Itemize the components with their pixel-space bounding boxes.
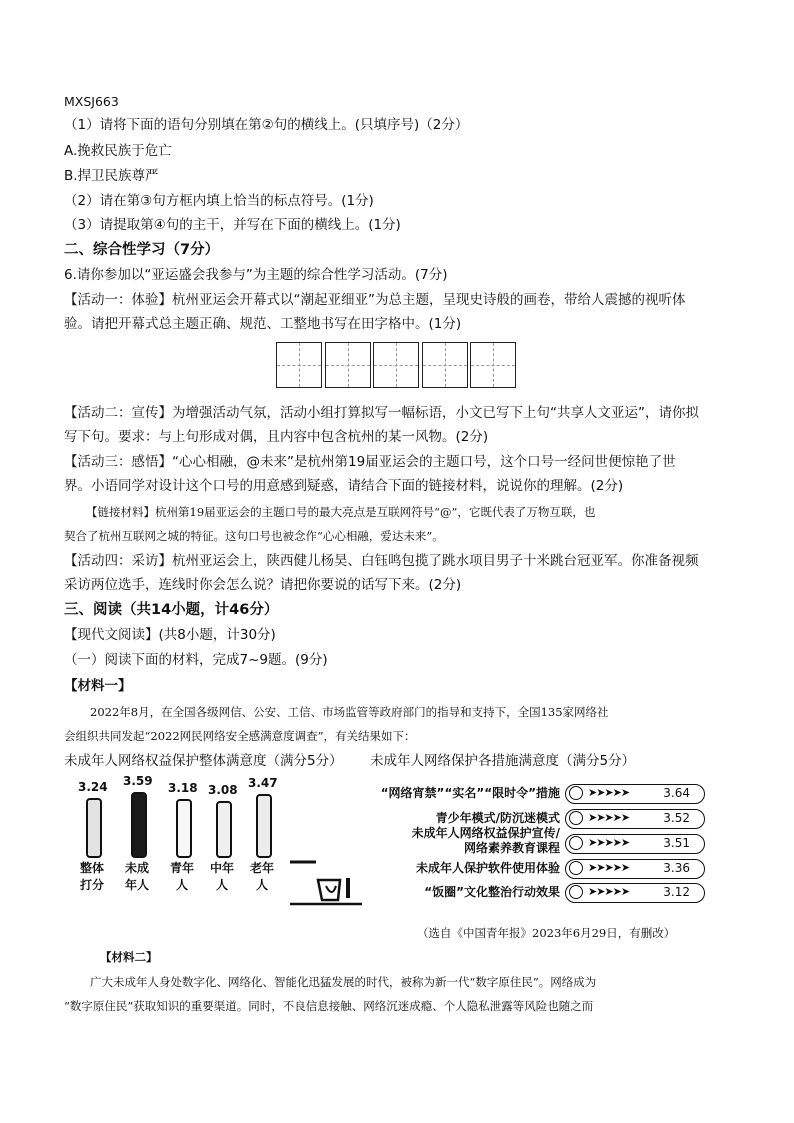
measure-value-label: 3.52 <box>663 811 690 825</box>
tianzige-cell[interactable] <box>422 342 468 388</box>
material-2-line-2: “数字原住民”获取知识的重要渠道。同时，不良信息接触、网络沉迷成瘾、个人隐私泄露等风险也随之而 <box>64 999 594 1013</box>
smiley-icon <box>569 861 583 875</box>
measure-value-label: 3.12 <box>663 885 690 899</box>
doc-code: MXSJ663 <box>64 94 119 109</box>
bar-4 <box>256 794 272 858</box>
measure-label <box>416 861 560 876</box>
illustration-icon <box>288 856 366 908</box>
bar-category-label-line: 整体 <box>79 861 104 875</box>
measure-value-label: 3.36 <box>663 861 690 875</box>
smiley-icon <box>569 811 583 825</box>
question-3: （3）请提取第④句的主干，并写在下面的横线上。(1分) <box>64 217 401 233</box>
smiley-icon <box>569 885 583 899</box>
smiley-icon <box>569 786 583 800</box>
arrows-icon: ➤➤➤➤➤ <box>588 786 630 799</box>
source-citation: （选自《中国青年报》2023年6月29日，有删改） <box>417 926 676 940</box>
tianzige-cell[interactable] <box>373 342 419 388</box>
measure-label-line: “饭圈”文化整治行动效果 <box>424 885 560 899</box>
measure-label-line: 未成年人网络权益保护宣传/ <box>411 826 560 840</box>
material-1-label: 【材料一】 <box>64 678 132 694</box>
activity-1-line-1: 【活动一：体验】杭州亚运会开幕式以“潮起亚细亚”为总主题，呈现史诗般的画卷，带给人震撼的视听体 <box>64 292 686 308</box>
smiley-icon <box>569 836 583 850</box>
bar-category-label-line: 人 <box>215 878 228 892</box>
link-material-line-1: 【链接材料】杭州第19届亚运会的主题口号的最大亮点是互联网符号“@”，它既代表了万物互联，也 <box>86 505 596 519</box>
measure-label-line: 青少年模式/防沉迷模式 <box>435 811 560 825</box>
modern-reading-heading: 【现代文阅读】(共8小题，计30分) <box>64 627 276 643</box>
activity-3-line-2: 界。小语同学对设计这个口号的用意感到疑惑，请结合下面的链接材料，说说你的理解。(2分) <box>64 478 624 494</box>
question-2: （2）请在第③句方框内填上恰当的标点符号。(1分) <box>64 193 374 209</box>
measure-label <box>436 811 560 826</box>
option-a: A.挽救民族于危亡 <box>64 143 172 159</box>
activity-2-line-1: 【活动二：宣传】为增强活动气氛，活动小组打算拟写一幅标语，小文已写下上句“共享人文亚运”，请你拟 <box>64 405 699 421</box>
tianzige-cell[interactable] <box>325 342 371 388</box>
section-2-title: 二、综合性学习（7分） <box>64 242 220 258</box>
measure-label-line: 未成年人保护软件使用体验 <box>415 861 560 875</box>
measure-bar <box>565 809 705 829</box>
bar-category-label-line: 人 <box>175 878 188 892</box>
activity-1-line-2: 验。请把开幕式总主题正确、规范、工整地书写在田字格中。(1分) <box>64 316 462 332</box>
material-1-line-1: 2022年8月，在全国各级网信、公安、工信、市场监管等政府部门的指导和支持下，全国135家网络社 <box>90 705 609 719</box>
activity-4-line-1: 【活动四：采访】杭州亚运会上，陕西健儿杨昊、白钰鸣包揽了跳水项目男子十米跳台冠亚军。你准备视频 <box>64 553 699 569</box>
bar-category-label-line: 老年 <box>249 861 274 875</box>
material-2-line-1: 广大未成年人身处数字化、网络化、智能化迅猛发展的时代，被称为新一代“数字原住民”。网络成为 <box>90 975 597 989</box>
bar-3 <box>216 801 232 858</box>
measure-label <box>424 885 560 900</box>
chart-right-title: 未成年人网络保护各措施满意度（满分5分） <box>370 753 636 769</box>
tianzige-cell[interactable] <box>276 342 322 388</box>
bar-category-label <box>166 860 198 894</box>
bar-category-label-line: 未成 <box>124 861 149 875</box>
measure-value-label: 3.51 <box>663 836 690 850</box>
chart-left-title: 未成年人网络权益保护整体满意度（满分5分） <box>64 753 343 769</box>
activity-3-line-1: 【活动三：感悟】“心心相融，@未来”是杭州第19届亚运会的主题口号，这个口号一经问世便惊艳了世 <box>64 454 676 470</box>
activity-2-line-2: 写下句。要求：与上句形成对偶，且内容中包含杭州的某一风物。(2分) <box>64 429 489 445</box>
bar-0 <box>86 798 102 858</box>
link-material-line-2: 契合了杭州互联网之城的特征。这句口号也被念作“心心相融，爱达未来”。 <box>64 529 444 543</box>
tianzige-cell[interactable] <box>470 342 516 388</box>
arrows-icon: ➤➤➤➤➤ <box>588 811 630 824</box>
material-2-label: 【材料二】 <box>100 950 158 964</box>
question-1: （1）请将下面的语句分别填在第②句的横线上。(只填序号)（2分） <box>64 117 469 133</box>
measure-value-label: 3.64 <box>663 786 690 800</box>
measure-label-line: 网络素养教育课程 <box>463 841 560 855</box>
material-1-line-2: 会组织共同发起“2022网民网络安全感满意度调查”，有关结果如下： <box>64 729 416 743</box>
question-6: 6.请你参加以“亚运盛会我参与”为主题的综合性学习活动。(7分) <box>64 267 448 283</box>
arrows-icon: ➤➤➤➤➤ <box>588 861 630 874</box>
bar-category-label-line: 年人 <box>124 878 149 892</box>
part-1-heading: （一）阅读下面的材料，完成7~9题。(9分) <box>64 652 328 668</box>
bar-category-label-line: 中年 <box>209 861 234 875</box>
measure-bar <box>565 834 705 854</box>
bar-category-label-line: 打分 <box>79 878 104 892</box>
bar-value-label: 3.18 <box>168 781 198 795</box>
tianzige-grid <box>276 342 519 388</box>
measure-bar <box>565 883 705 903</box>
section-3-title: 三、阅读（共14小题，计46分） <box>64 602 279 618</box>
option-b: B.捍卫民族尊严 <box>64 168 159 184</box>
measure-label <box>412 826 560 856</box>
measure-label-line: “网络宵禁”“实名”“限时令”措施 <box>380 786 560 800</box>
measure-bar <box>565 859 705 879</box>
bar-value-label: 3.24 <box>78 780 108 794</box>
measure-bar <box>565 784 705 804</box>
bar-category-label-line: 人 <box>255 878 268 892</box>
bar-value-label: 3.59 <box>123 774 153 788</box>
measure-label <box>381 786 560 801</box>
arrows-icon: ➤➤➤➤➤ <box>588 836 630 849</box>
bar-value-label: 3.08 <box>208 783 238 797</box>
arrows-icon: ➤➤➤➤➤ <box>588 885 630 898</box>
bar-category-label-line: 青年 <box>169 861 194 875</box>
bar-1 <box>131 792 147 858</box>
bar-category-label <box>121 860 153 894</box>
bar-2 <box>176 799 192 858</box>
bar-category-label <box>246 860 278 894</box>
activity-4-line-2: 采访两位选手，连线时你会怎么说？请把你要说的话写下来。(2分) <box>64 577 462 593</box>
bar-value-label: 3.47 <box>248 776 278 790</box>
bar-category-label <box>206 860 238 894</box>
bar-category-label <box>76 860 108 894</box>
